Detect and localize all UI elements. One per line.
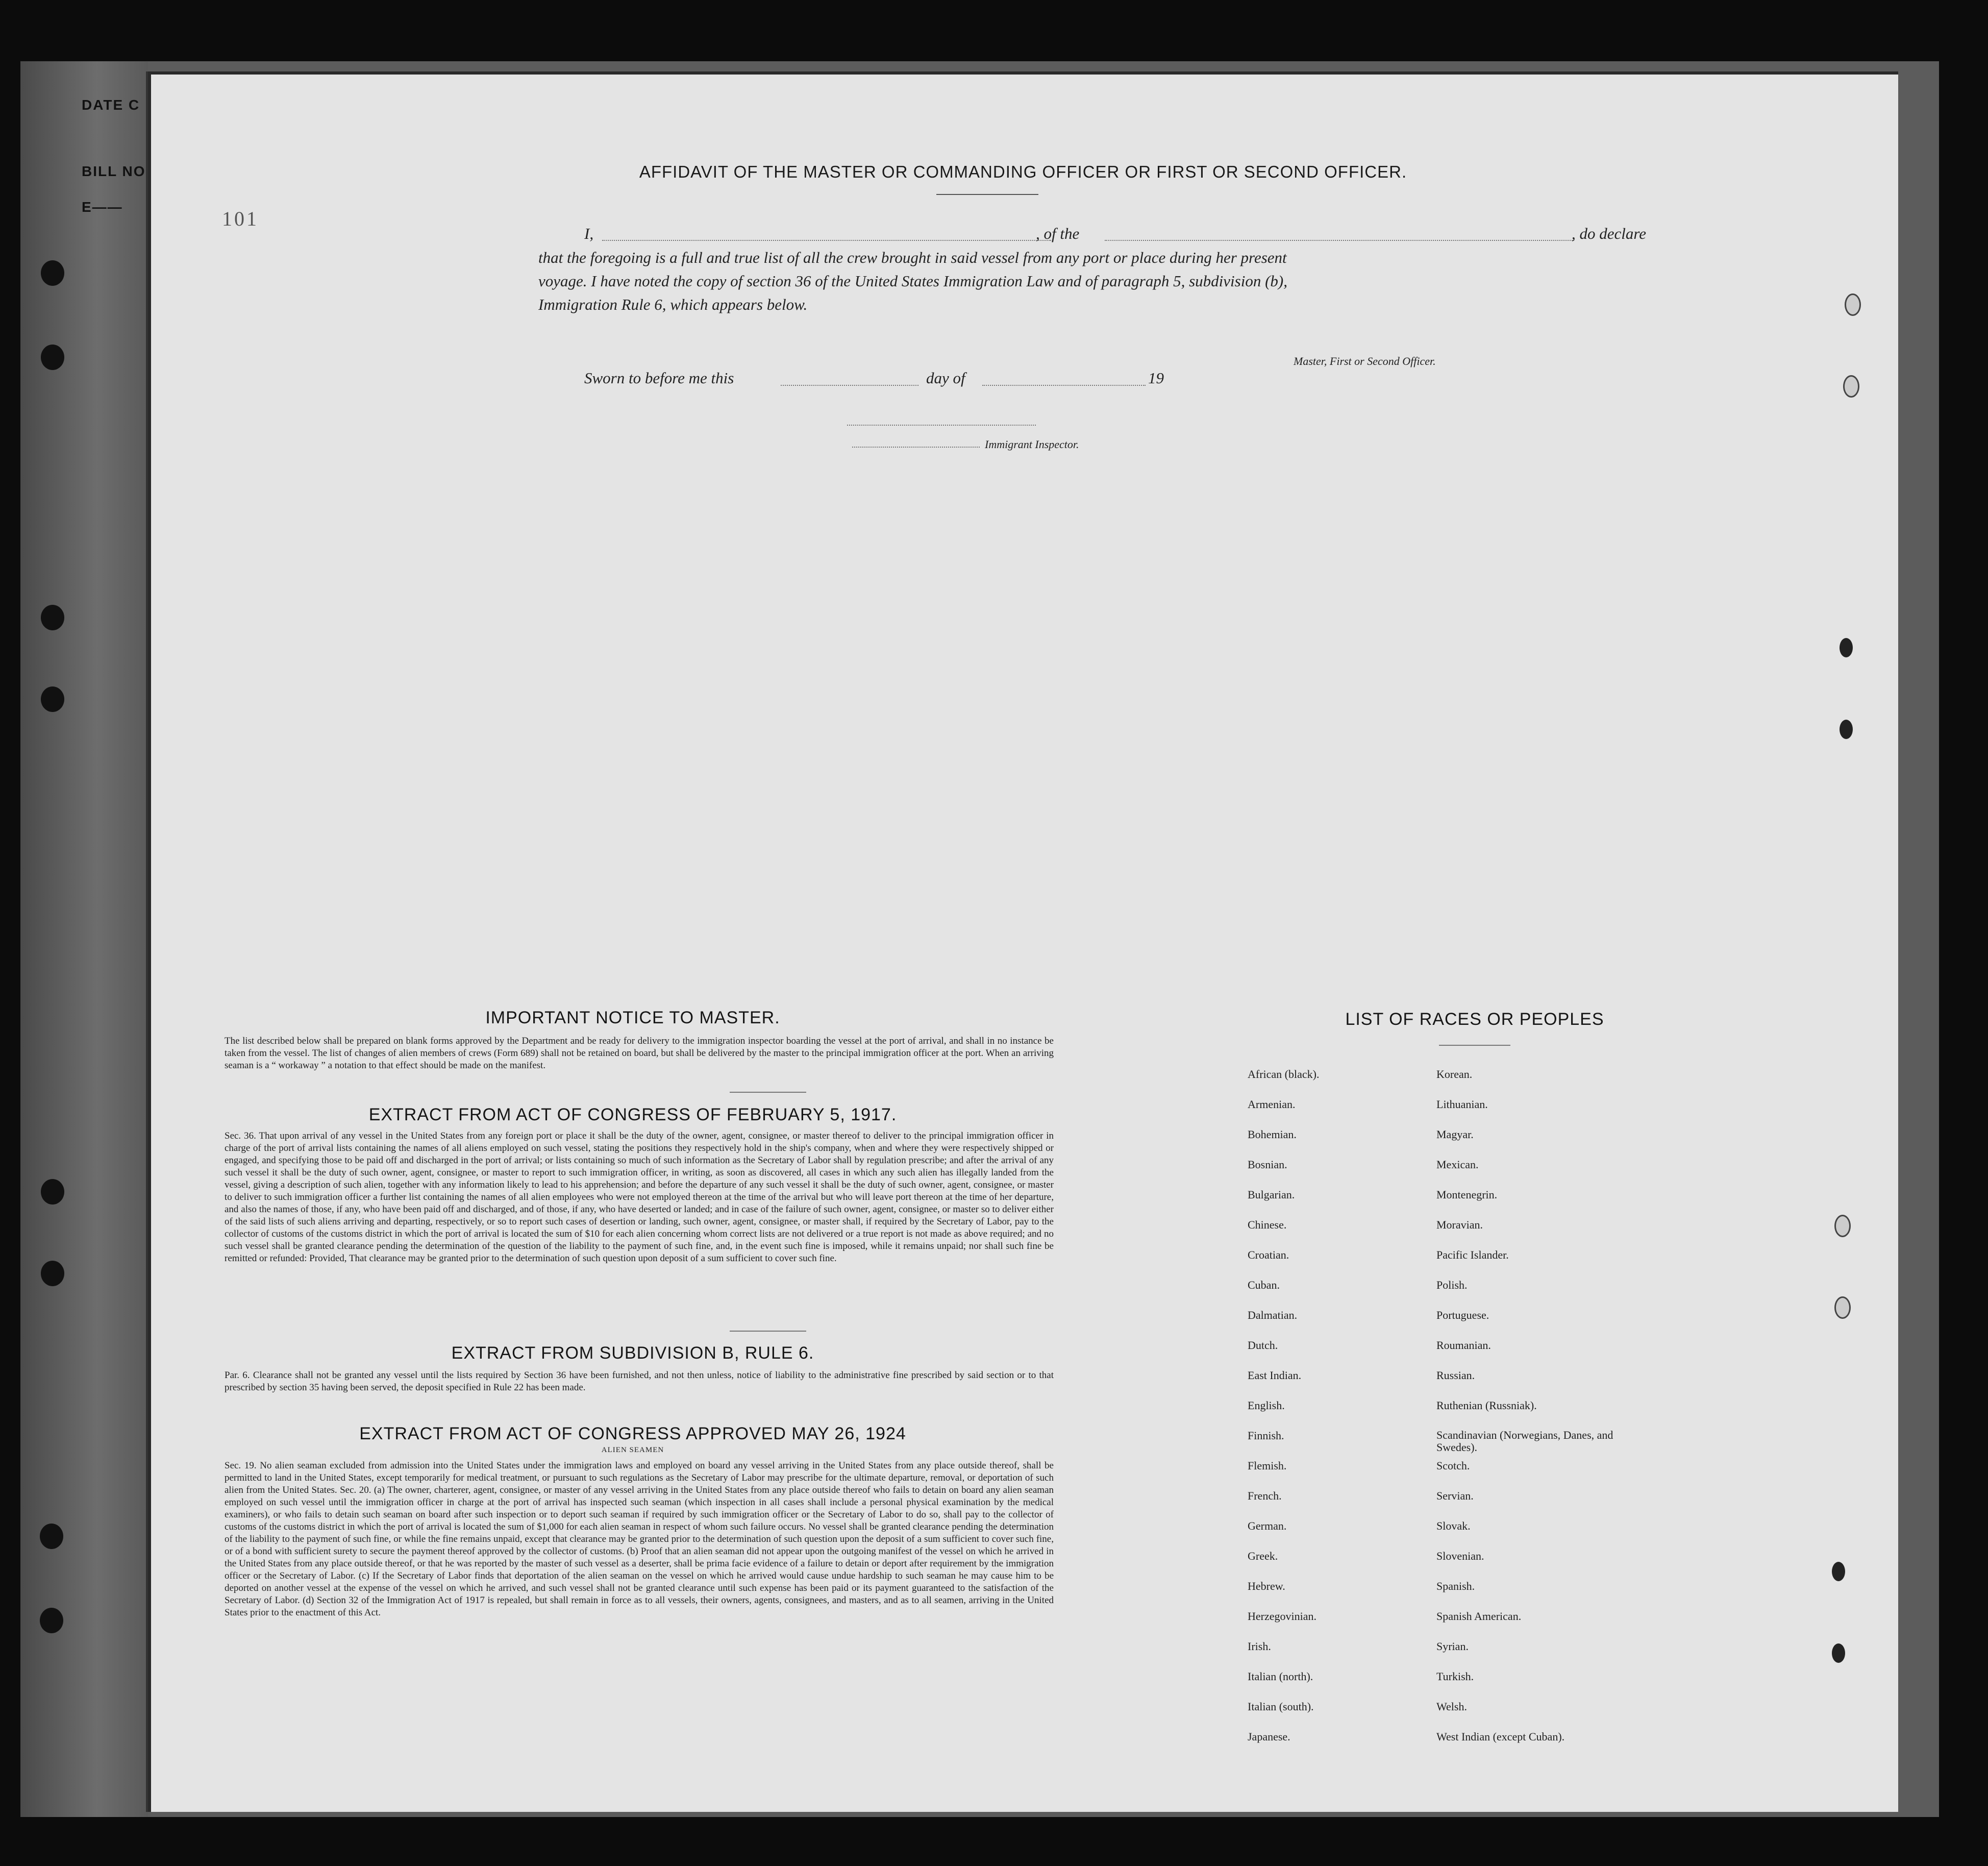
affidavit-line-4: Immigration Rule 6, which appears below. — [538, 296, 808, 313]
affidavit-i-label: I, — [584, 225, 594, 242]
vessel-blank[interactable] — [1105, 240, 1574, 241]
race-item: Ruthenian (Russniak). — [1436, 1399, 1537, 1412]
affidavit-declare-label: , do declare — [1572, 225, 1647, 242]
race-item: Roumanian. — [1436, 1339, 1491, 1352]
punch-mark — [1834, 1215, 1851, 1237]
extract-1924-text: Sec. 19. No alien seaman excluded from admission into the United States under the immigration laws and employed on board any vessel arriving in the United States from any place outside thereof, shall be permitted to land in the United States, except temporarily for medical treatment, or pursuant to such regulations as the Secretary of Labor may prescribe for the ultimate departure, removal, or deportation of such alien from the United States. Sec. 20. (a) The owner, charterer, agent, consignee, or master of any vessel arriving in the United States from any place outside thereof who fails to detain on board any alien seaman employed on such vessel until the immigration officer in charge at the port of arrival has inspected such seaman (which inspection in all cases shall include a personal physical examination by the medical examiners), or who fails to detain such seaman on board after such inspection or to deport such seaman if required by such immigration officer or the Secretary of Labor to do so, shall pay to the collector of customs of the customs district in which the port of arrival is located the sum of $1,000 for each alien seaman in respect of whom such failure occurs. No vessel shall be granted clearance pending the determination of the liability to the payment of such fine, or while the fine remains unpaid, except that clearance may be granted prior to the determination of such question upon the deposit of a sum sufficient to cover such fine, or of a bond with sufficient surety to secure the payment thereof approved by the collector of customs. (b) Proof that an alien seaman did not appear upon the outgoing manifest of the vessel on which he arrived in the United States from any place outside thereof, or that he was reported by the master of such vessel as a deserter, shall be prima facie evidence of a failure to detain or deport after requirement by the immigration officer or the Secretary of Labor. (c) If the Secretary of Labor finds that deportation of the alien seaman on the vessel on which he arrived would cause undue hardship to such seaman he may cause him to be deported on another vessel at the expense of the vessel on which he arrived, and such vessel shall not be granted clearance until such expense has been paid or its payment guaranteed to the satisfaction of the Secretary of Labor. (d) Section 32 of the Immigration Act of 1917 is repealed, but shall remain in force as to all vessels, their owners, agents, consignees, and masters, and as to all seamen, arriving in the United States prior to the enactment of this Act. — [225, 1460, 1054, 1618]
race-item: Slovak. — [1436, 1519, 1471, 1532]
affidavit-of-the-label: , of the — [1036, 225, 1080, 242]
extract-1924-title: EXTRACT FROM ACT OF CONGRESS APPROVED MAY 26, 1924 — [359, 1424, 906, 1443]
extract-1924-subtitle: ALIEN SEAMEN — [601, 1446, 664, 1454]
race-item: Spanish American. — [1436, 1610, 1522, 1623]
affidavit-page — [148, 71, 1898, 1812]
race-item: Scandinavian (Norwegians, Danes, and Swedes). — [1436, 1429, 1613, 1454]
binder-hole — [41, 345, 64, 370]
affidavit-line-2: that the foregoing is a full and true list of all the crew brought in said vessel from any port or place during her present — [538, 249, 1287, 266]
binder-hole — [40, 1608, 63, 1633]
sworn-month-blank[interactable] — [982, 385, 1146, 386]
races-right-column — [1436, 1068, 1656, 1760]
punch-mark — [1832, 1562, 1845, 1581]
race-item: Spanish. — [1436, 1580, 1475, 1592]
race-item: Korean. — [1436, 1068, 1473, 1081]
extract-1917-text: Sec. 36. That upon arrival of any vessel in the United States from any foreign port or place it shall be the duty of the owner, agent, consignee, or master thereof to deliver to the principal immigration officer in charge of the port of arrival lists containing the names of all aliens employed on such vessel, stating the positions they respectively hold in the ship's company, when and where they were respectively shipped or engaged, and specifying those to be paid off and discharged in the port of arrival; or lists containing so much of such information as the Secretary of Labor shall by regulation prescribe; and after the arrival of any such vessel it shall be the duty of such owner, agent, consignee, or master to report to such immigration officer, in writing, as soon as discovered, all cases in which any such alien has illegally landed from the vessel, giving a description of such alien, together with any information likely to lead to his apprehension; and before the departure of any such vessel it shall be the duty of such owner, agent, consignee, or master to deliver to such immigration officer a further list containing the names of all alien employees who were not employed thereon at the time of the arrival but who will leave port thereon at the time of her departure, and also the names of those, if any, who have been paid off and discharged, and of those, if any, who have deserted or landed; and in case of the failure of such owner, agent, consignee, or master so to deliver either of the said lists of such aliens arriving and departing, respectively, or so to report such cases of desertion or landing, such owner, agent, consignee, or master shall, if required by the Secretary of Labor, pay to the collector of customs of the customs district in which the port of arrival is located the sum of $10 for each alien concerning whom correct lists are not delivered or a true report is not made as above required; and no such vessel shall be granted clearance pending the determination of the question of the liability to the payment of such fine, and, in the event such fine is imposed, while it remains unpaid; nor shall such fine be remitted or refunded: Provided, That clearance may be granted prior to the determination of such question upon deposit of a sum sufficient to cover such fine. — [225, 1131, 1054, 1264]
race-item: Hebrew. — [1248, 1580, 1285, 1592]
races-title: LIST OF RACES OR PEOPLES — [1345, 1010, 1604, 1029]
extract-1917-title: EXTRACT FROM ACT OF CONGRESS OF FEBRUARY 5, 1917. — [368, 1105, 897, 1124]
race-item: Pacific Islander. — [1436, 1248, 1509, 1261]
binder-hole — [41, 686, 64, 712]
race-item: Magyar. — [1436, 1128, 1474, 1141]
binder-hole — [41, 1261, 64, 1286]
punch-mark — [1843, 375, 1859, 398]
notice-divider — [730, 1092, 806, 1093]
race-item: West Indian (except Cuban). — [1436, 1730, 1565, 1743]
race-item: Russian. — [1436, 1369, 1475, 1382]
punch-mark — [1840, 720, 1853, 739]
left-binding-strip — [20, 61, 148, 1817]
race-item: German. — [1248, 1519, 1287, 1532]
binder-hole — [41, 260, 64, 286]
punch-mark — [1832, 1643, 1845, 1663]
margin-stamp-line: E—— — [82, 199, 123, 215]
binder-hole — [41, 1179, 64, 1205]
notice-title: IMPORTANT NOTICE TO MASTER. — [485, 1008, 780, 1027]
race-item: Herzegovinian. — [1248, 1610, 1316, 1623]
race-item: Bohemian. — [1248, 1128, 1297, 1141]
race-item: Armenian. — [1248, 1098, 1296, 1111]
sworn-day-blank[interactable] — [781, 385, 918, 386]
race-item: Mexican. — [1436, 1158, 1479, 1171]
notice-text: The list described below shall be prepared on blank forms approved by the Department and be ready for delivery to the immigration inspector boarding the vessel at the port of arrival, and shall in no instance be taken from the vessel. The list of changes of alien members of crews (Form 689) shall not be retained on board, but shall be delivered by the master to the principal immigration officer at the port. When an arriving seaman is a “ workaway ” a notation to that effect should be made on the manifest. — [225, 1036, 1054, 1071]
handwritten-page-number: 101 — [222, 207, 259, 230]
races-left-column — [1248, 1068, 1421, 1760]
race-item: English. — [1248, 1399, 1285, 1412]
race-item: Italian (south). — [1248, 1700, 1314, 1713]
race-item: Chinese. — [1248, 1218, 1287, 1231]
race-item: Irish. — [1248, 1640, 1271, 1653]
race-item: French. — [1248, 1489, 1282, 1502]
punch-mark — [1845, 293, 1861, 316]
race-item: Dutch. — [1248, 1339, 1278, 1352]
race-item: East Indian. — [1248, 1369, 1302, 1382]
race-item: Portuguese. — [1436, 1309, 1489, 1321]
inspector-signature-blank[interactable] — [847, 425, 1036, 426]
race-item: Servian. — [1436, 1489, 1474, 1502]
punch-mark — [1834, 1296, 1851, 1319]
subdivision-title: EXTRACT FROM SUBDIVISION B, RULE 6. — [451, 1343, 814, 1363]
race-item: Turkish. — [1436, 1670, 1474, 1683]
race-item: Greek. — [1248, 1550, 1278, 1562]
race-item: Montenegrin. — [1436, 1188, 1498, 1201]
race-item: Finnish. — [1248, 1429, 1284, 1442]
punch-mark — [1840, 638, 1853, 657]
race-item: Polish. — [1436, 1279, 1468, 1291]
margin-stamp-bill: BILL NO — [82, 163, 146, 179]
extract-1917-divider — [730, 1331, 806, 1332]
sworn-label: Sworn to before me this — [584, 369, 734, 387]
affidavit-title: AFFIDAVIT OF THE MASTER OR COMMANDING OFFICER OR FIRST OR SECOND OFFICER. — [639, 162, 1407, 181]
race-item: Welsh. — [1436, 1700, 1467, 1713]
binder-hole — [40, 1524, 63, 1549]
race-item: Bulgarian. — [1248, 1188, 1295, 1201]
race-item: Japanese. — [1248, 1730, 1290, 1743]
inspector-caption: Immigrant Inspector. — [985, 438, 1079, 451]
races-divider — [1439, 1045, 1510, 1046]
race-item: Scotch. — [1436, 1459, 1470, 1472]
title-divider — [936, 194, 1038, 195]
race-item: Lithuanian. — [1436, 1098, 1488, 1111]
race-item: Slovenian. — [1436, 1550, 1484, 1562]
race-item: Flemish. — [1248, 1459, 1287, 1472]
year-prefix: 19 — [1148, 369, 1164, 387]
race-item: Bosnian. — [1248, 1158, 1287, 1171]
race-item: Dalmatian. — [1248, 1309, 1298, 1321]
margin-stamp-date: DATE C — [82, 97, 140, 113]
binder-hole — [41, 605, 64, 630]
signature-caption: Master, First or Second Officer. — [1294, 355, 1436, 367]
day-of-label: day of — [926, 369, 965, 387]
affidavit-line-3: voyage. I have noted the copy of section 36 of the United States Immigration Law and of paragraph 5, subdivision (b), — [538, 272, 1287, 290]
race-item: Italian (north). — [1248, 1670, 1313, 1683]
race-item: Syrian. — [1436, 1640, 1469, 1653]
race-item: Cuban. — [1248, 1279, 1280, 1291]
race-item: African (black). — [1248, 1068, 1320, 1081]
name-blank[interactable] — [602, 240, 1051, 241]
race-item: Croatian. — [1248, 1248, 1289, 1261]
race-item: Moravian. — [1436, 1218, 1483, 1231]
subdivision-text: Par. 6. Clearance shall not be granted any vessel until the lists required by Section 36 have been furnished, and not then unless, notice of liability to the administrative fine prescribed by said section or to that prescribed by section 35 having been served, the deposit specified in Rule 22 has been made. — [225, 1370, 1054, 1393]
inspector-signature-underline — [852, 447, 980, 448]
